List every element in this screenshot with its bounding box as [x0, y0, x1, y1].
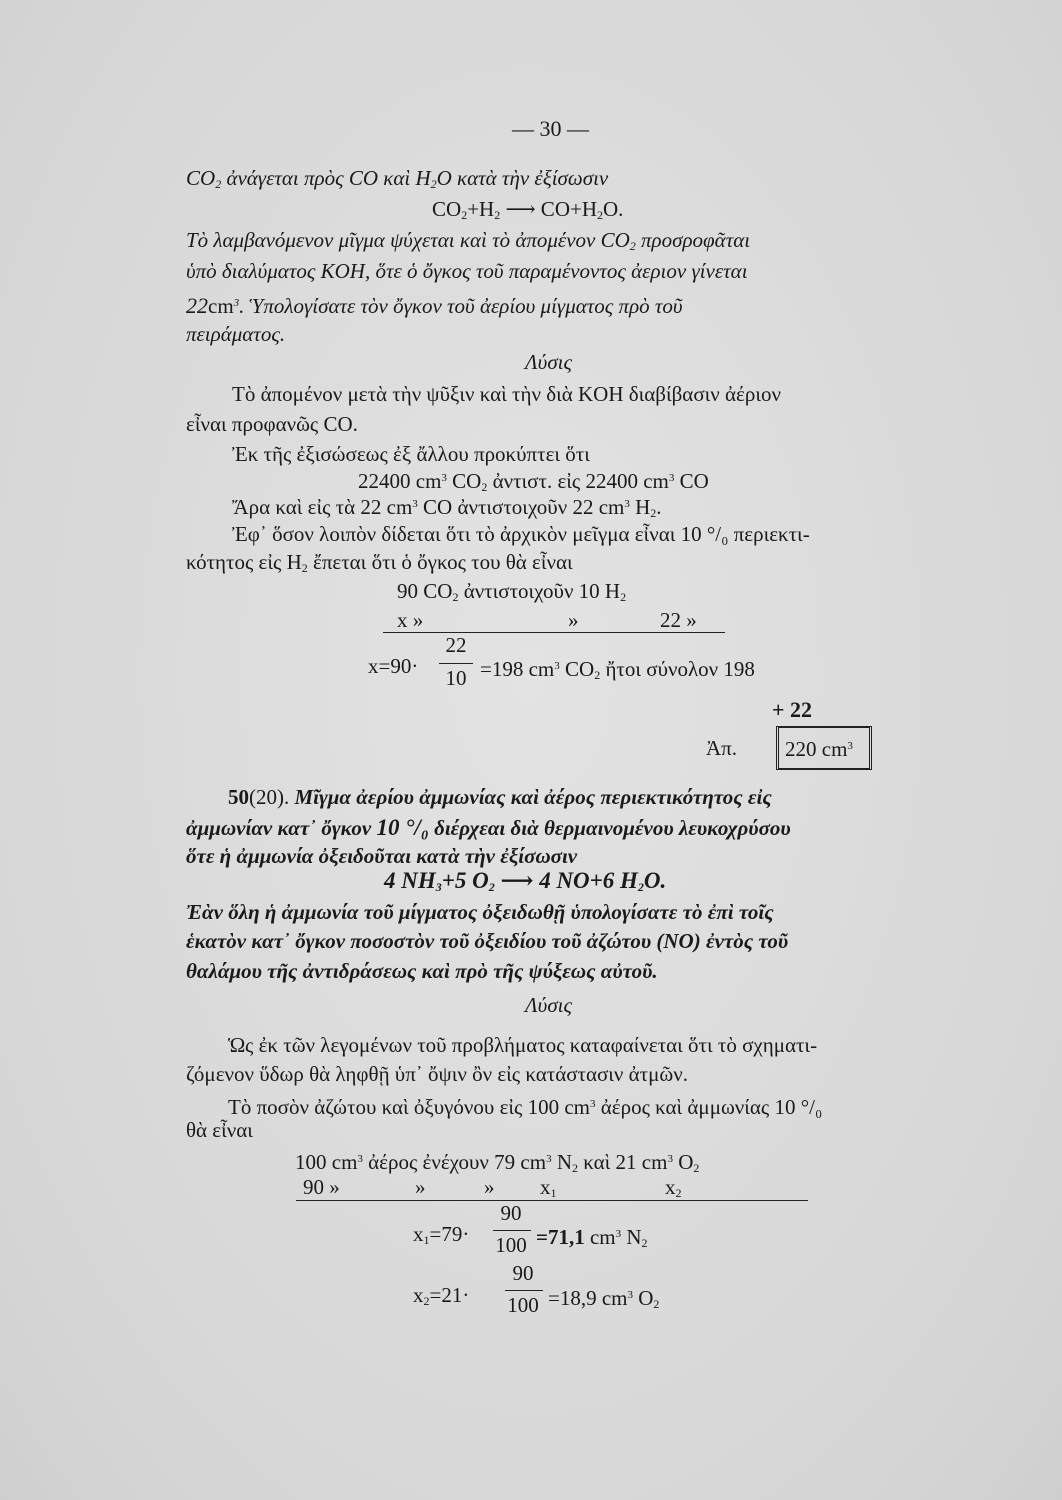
problem50-line3: ὅτε ἡ ἀμμωνία ὀξειδοῦται κατὰ τὴν ἐξίσωσιν: [186, 844, 578, 868]
fraction-numerator: 90: [512, 1261, 534, 1285]
problem49-line1: $CO_2$ ἀνάγεται πρὸς CO καὶ $H_2O$ κατὰ τὴν ἐξίσωσιν: [186, 166, 609, 191]
solution1-line4: 22400 $cm^3$ $CO_2$ ἀντιστ. εἰς 22400 $cm^3$ CO: [358, 469, 709, 494]
problem50-line1: 50(20). Μῖγμα ἀερίου ἀμμωνίας καὶ ἀέρος περιεκτικότητος εἰς: [228, 785, 772, 809]
answer-value: 220 $cm^3$: [785, 737, 853, 761]
proportion2-row2-90: 90 »: [303, 1175, 340, 1199]
solution1-line1: Τὸ ἀπομένον μετὰ τὴν ψῦξιν καὶ τὴν διὰ KOH διαβίβασιν ἀέριον: [232, 382, 781, 406]
calc-x2-lhs: $x_2=21\cdot$: [413, 1283, 470, 1308]
fraction-denominator: 100: [495, 1233, 527, 1257]
proportion-rule: [383, 632, 725, 633]
reaction-equation-nh3: 4 $NH_3+5$ $O_2$ ⟶ 4 NO+6 $H_2O$.: [384, 868, 667, 894]
proportion2-row2-x1: $x_1$: [540, 1175, 557, 1200]
solution2-heading: Λύσις: [525, 993, 573, 1017]
solution2-line2: ζόμενον ὕδωρ θὰ ληφθῇ ὑπ᾽ ὄψιν ὂν εἰς κατάστασιν ἀτμῶν.: [186, 1062, 688, 1086]
fraction-denominator: 10: [445, 666, 467, 690]
problem49-line4: $22cm^3$. Ὑπολογίσατε τὸν ὄγκον τοῦ ἀερίου μίγματος πρὸ τοῦ: [186, 293, 683, 318]
problem50-line4: Ἐὰν ὅλη ἡ ἀμμωνία τοῦ μίγματος ὀξειδωθῇ ὑπολογίσατε τὸ ἐπὶ τοῖς: [186, 900, 774, 924]
problem49-line3: ὑπὸ διαλύματος KOH, ὅτε ὁ ὄγκος τοῦ παραμένοντος ἀεριον γίνεται: [186, 259, 748, 283]
problem50-line6: θαλάμου τῆς ἀντιδράσεως καὶ πρὸ τῆς ψύξεως αὐτοῦ.: [186, 959, 658, 983]
solution1-line5: Ἄρα καὶ εἰς τὰ 22 $cm^3$ CO ἀντιστοιχοῦν 22 $cm^3$ $H_2$.: [232, 495, 662, 520]
proportion2-rule: [296, 1200, 808, 1201]
fraction-numerator: 90: [500, 1201, 522, 1225]
proportion2-row2-x2: $x_2$: [665, 1175, 682, 1200]
fraction-bar: [439, 663, 473, 664]
proportion-row2-ditto: »: [568, 608, 579, 632]
problem50-line2: ἀμμωνίαν κατ᾽ ὄγκον 10 °/₀ διέρχεαι διὰ θερμαινομένου λευκοχρύσου: [186, 815, 791, 840]
calc-rhs: =198 $cm^3$ $CO_2$ ἤτοι σύνολον 198: [480, 657, 755, 682]
calc-fraction: [436, 633, 476, 693]
fraction-bar: [505, 1290, 543, 1291]
proportion2-row2-ditto1: »: [415, 1175, 426, 1199]
proportion-row2-x: x »: [397, 608, 424, 632]
reaction-equation-co2: $CO_2+H_2$ ⟶ $CO+H_2O$.: [432, 197, 624, 222]
solution1-line7: κότητος εἰς $H_2$ ἔπεται ὅτι ὁ ὄγκος του θὰ εἶναι: [186, 550, 573, 575]
calc-x2-fraction: [503, 1261, 545, 1321]
solution-heading: Λύσις: [525, 350, 573, 374]
solution1-line3: Ἐκ τῆς ἐξισώσεως ἐξ ἄλλου προκύπτει ὅτι: [232, 442, 590, 466]
answer-label: Ἀπ.: [706, 736, 738, 760]
calc-x1-fraction: [491, 1201, 533, 1261]
problem49-line2: Τὸ λαμβανόμενον μῖγμα ψύχεται καὶ τὸ ἀπομένον $CO_2$ προσροφᾶται: [186, 228, 751, 253]
solution1-line2: εἶναι προφανῶς CO.: [186, 412, 358, 436]
problem-number: 50: [228, 785, 249, 809]
calc-lhs: x=90·: [368, 654, 419, 678]
proportion-row1: 90 $CO_2$ ἀντιστοιχοῦν 10 $H_2$: [397, 579, 627, 604]
proportion2-row1: 100 $cm^3$ ἀέρος ἐνέχουν 79 $cm^3$ $N_2$ καὶ 21 $cm^3$ $O_2$: [295, 1150, 700, 1175]
proportion-row2-value: 22 »: [660, 608, 697, 632]
calc-x2-rhs: =18,9 $cm^3$ $O_2$: [548, 1286, 660, 1311]
sum-addend: + 22: [772, 697, 813, 722]
problem50-line5: ἑκατὸν κατ᾽ ὄγκον ποσοστὸν τοῦ ὀξειδίου τοῦ ἀζώτου (NO) ἐντὸς τοῦ: [186, 929, 789, 953]
solution2-line3: Τὸ ποσὸν ἀζώτου καὶ ὀξυγόνου εἰς 100 $cm^3$ ἀέρος καὶ ἀμμωνίας 10 °/₀: [228, 1095, 823, 1119]
fraction-bar: [493, 1230, 531, 1231]
solution2-line1: Ὡς ἐκ τῶν λεγομένων τοῦ προβλήματος καταφαίνεται ὅτι τὸ σχηματι-: [228, 1033, 818, 1057]
calc-x1-lhs: $x_1=79\cdot$: [413, 1222, 470, 1247]
calc-x1-rhs: =71,1 $cm^3$ $N_2$: [536, 1225, 648, 1250]
solution2-line4: θὰ εἶναι: [186, 1118, 253, 1142]
fraction-denominator: 100: [507, 1293, 539, 1317]
fraction-numerator: 22: [445, 633, 467, 657]
solution1-line6: Ἐφ᾽ ὅσον λοιπὸν δίδεται ὅτι τὸ ἀρχικὸν μεῖγμα εἶναι 10 °/₀ περιεκτι-: [232, 522, 810, 546]
proportion2-row2-ditto2: »: [484, 1175, 495, 1199]
problem49-line5: πειράματος.: [186, 322, 286, 346]
page-number: — 30 —: [512, 116, 589, 141]
